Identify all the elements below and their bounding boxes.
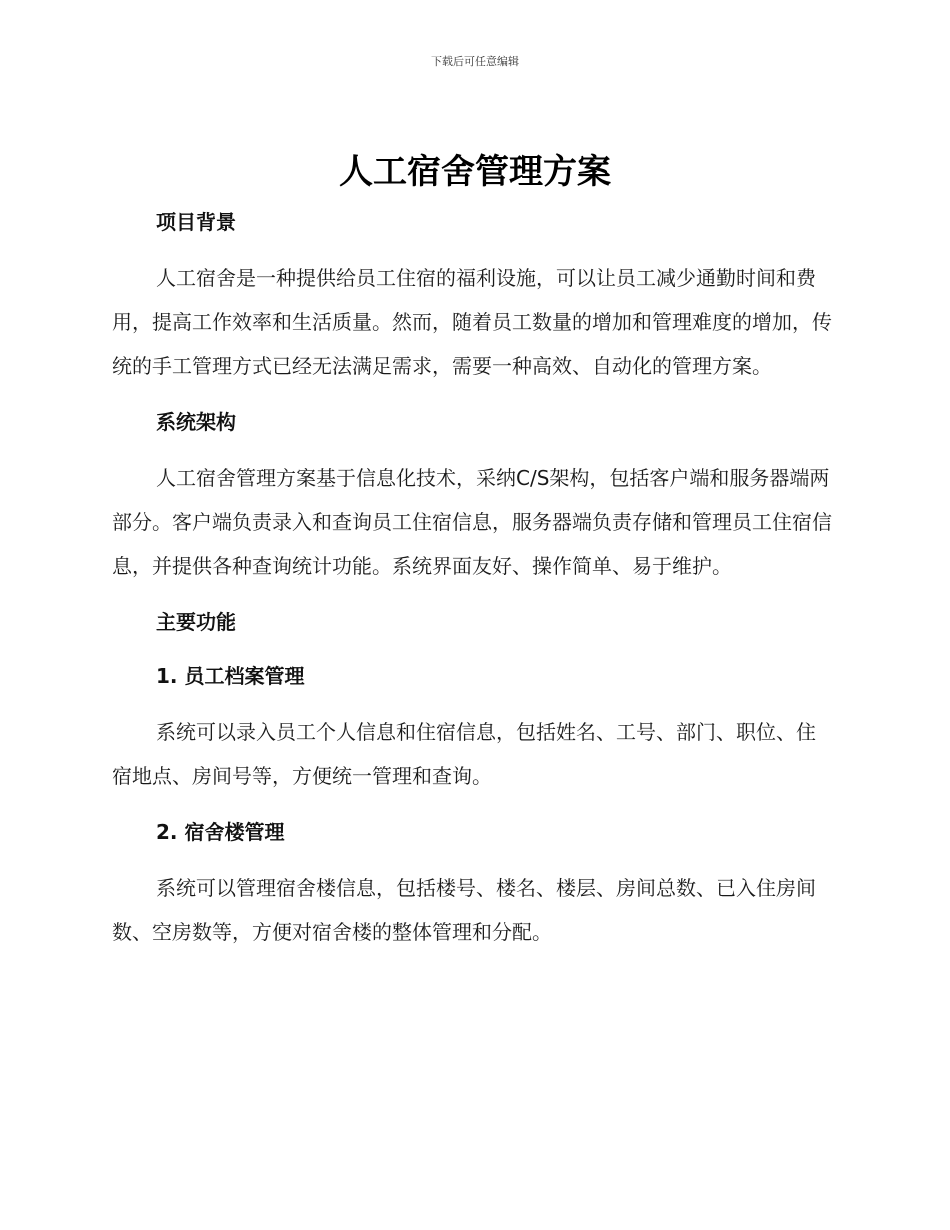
- section-heading-employee-records: 1. 员工档案管理: [156, 664, 305, 688]
- section-heading-background: 项目背景: [156, 210, 236, 234]
- section-paragraph-architecture: 人工宿舍管理方案基于信息化技术，采纳C/S架构，包括客户端和服务器端两部分。客户端负责录入和查询员工住宿信息，服务器端负责存储和管理员工住宿信息，并提供各种查询统计功能。系统界面友好、操作简单、易于维护。: [112, 466, 832, 578]
- section-paragraph-employee-records: 系统可以录入员工个人信息和住宿信息，包括姓名、工号、部门、职位、住宿地点、房间号等，方便统一管理和查询。: [112, 720, 816, 788]
- section-paragraph-dorm-building: 系统可以管理宿舍楼信息，包括楼号、楼名、楼层、房间总数、已入住房间数、空房数等，方便对宿舍楼的整体管理和分配。: [112, 876, 816, 944]
- section-heading-dorm-building: 2. 宿舍楼管理: [156, 820, 285, 844]
- section-heading-architecture: 系统架构: [156, 410, 236, 434]
- document-body: [112, 198, 832, 964]
- section-paragraph-background: 人工宿舍是一种提供给员工住宿的福利设施，可以让员工减少通勤时间和费用，提高工作效率和生活质量。然而，随着员工数量的增加和管理难度的增加，传统的手工管理方式已经无法满足需求，需要一种高效、自动化的管理方案。: [112, 266, 832, 378]
- section-heading-main-functions: 主要功能: [156, 610, 236, 634]
- page-header-note: 下载后可任意编辑: [431, 55, 519, 68]
- document-title: 人工宿舍管理方案: [339, 152, 611, 192]
